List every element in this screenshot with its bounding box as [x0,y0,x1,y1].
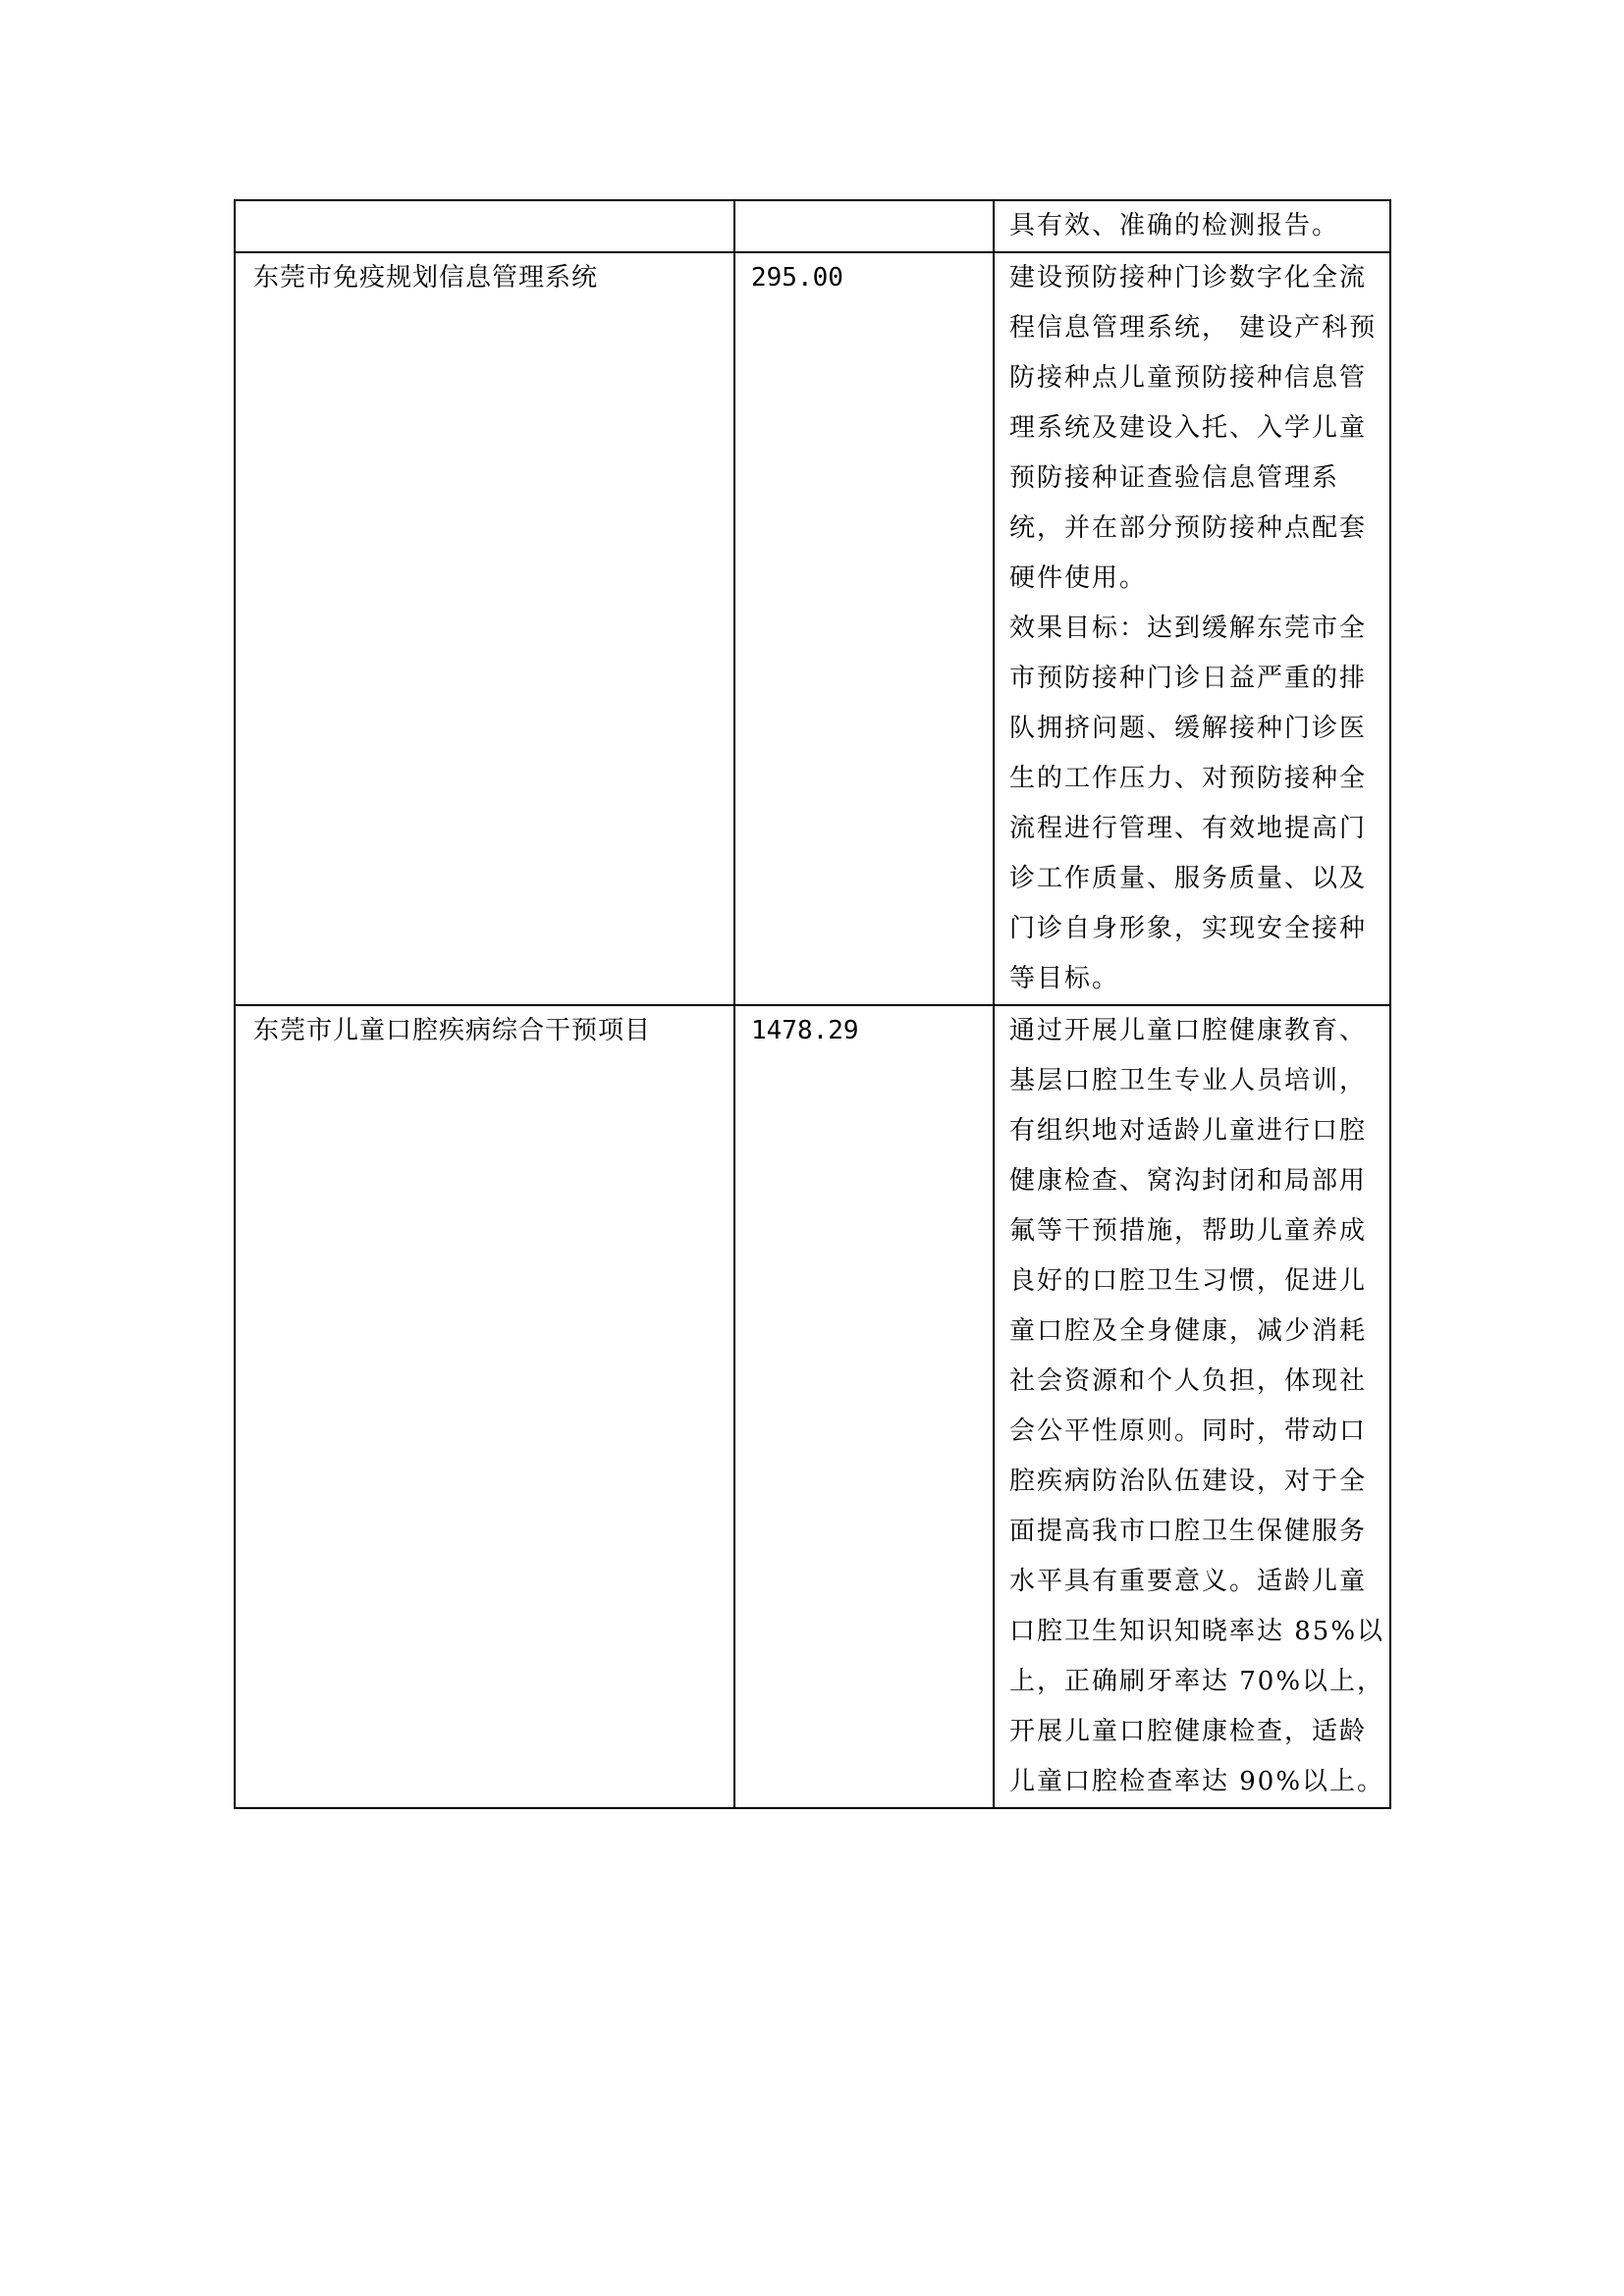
description-line: 会公平性原则。同时，带动口 [1009,1416,1368,1446]
project-name-cell [235,252,734,1005]
description-line: 通过开展儿童口腔健康教育、 [1009,1016,1368,1045]
project-description-cell [994,1005,1390,1808]
project-amount-cell [734,1005,994,1808]
project-description [995,1006,1389,1807]
description-line: 腔疾病防治队伍建设，对于全 [1009,1467,1368,1496]
description-line: 门诊自身形象，实现安全接种 [1009,914,1368,943]
description-line: 队拥挤问题、缓解接种门诊医 [1009,714,1368,743]
project-description [995,253,1389,1004]
project-table-body [235,200,1390,1808]
description-line: 硬件使用。 [1009,563,1148,593]
description-line: 诊工作质量、服务质量、以及 [1009,864,1368,893]
description-line: 面提高我市口腔卫生保健服务 [1009,1517,1368,1546]
description-line: 生的工作压力、对预防接种全 [1009,764,1368,793]
project-amount-cell [734,200,994,252]
description-line: 良好的口腔卫生习惯，促进儿 [1009,1266,1368,1296]
project-amount: 295.00 [751,263,843,293]
description-line: 流程进行管理、有效地提高门 [1009,814,1368,843]
project-name: 东莞市儿童口腔疾病综合干预项目 [253,1016,652,1045]
project-name-cell [235,200,734,252]
description-line: 统，并在部分预防接种点配套 [1009,513,1368,543]
description-line: 理系统及建设入托、入学儿童 [1009,413,1368,443]
description-line: 市预防接种门诊日益严重的排 [1009,664,1368,693]
table-row [235,200,1390,252]
description-line: 建设预防接种门诊数字化全流 [1009,263,1368,293]
description-line: 氟等干预措施，帮助儿童养成 [1009,1216,1368,1246]
project-amount-cell [734,252,994,1005]
description-line: 儿童口腔检查率达 90%以上。 [1009,1767,1385,1796]
description-line: 具有效、准确的检测报告。 [1009,211,1340,240]
project-description-cell [994,200,1390,252]
description-line: 基层口腔卫生专业人员培训， [1009,1066,1368,1095]
description-line: 效果目标：达到缓解东莞市全 [1009,614,1368,643]
table-row [235,1005,1390,1808]
description-line: 健康检查、窝沟封闭和局部用 [1009,1166,1368,1196]
project-amount: 1478.29 [751,1016,859,1045]
description-line: 口腔卫生知识知晓率达 85%以 [1009,1617,1385,1646]
project-name-cell [235,1005,734,1808]
project-name: 东莞市免疫规划信息管理系统 [253,263,599,293]
description-line: 有组织地对适龄儿童进行口腔 [1009,1116,1368,1146]
description-line: 等目标。 [1009,964,1120,993]
description-line: 上，正确刷牙率达 70%以上， [1009,1667,1385,1696]
description-line: 童口腔及全身健康，减少消耗 [1009,1316,1368,1346]
description-line: 程信息管理系统， 建设产科预 [1009,313,1378,343]
project-description-cell [994,252,1390,1005]
table-row [235,252,1390,1005]
description-line: 开展儿童口腔健康检查，适龄 [1009,1717,1368,1746]
description-line: 防接种点儿童预防接种信息管 [1009,363,1368,393]
description-line: 预防接种证查验信息管理系 [1009,463,1340,493]
description-line: 社会资源和个人负担，体现社 [1009,1366,1368,1396]
project-table [234,199,1391,1809]
project-description [995,201,1389,251]
description-line: 水平具有重要意义。适龄儿童 [1009,1567,1368,1596]
